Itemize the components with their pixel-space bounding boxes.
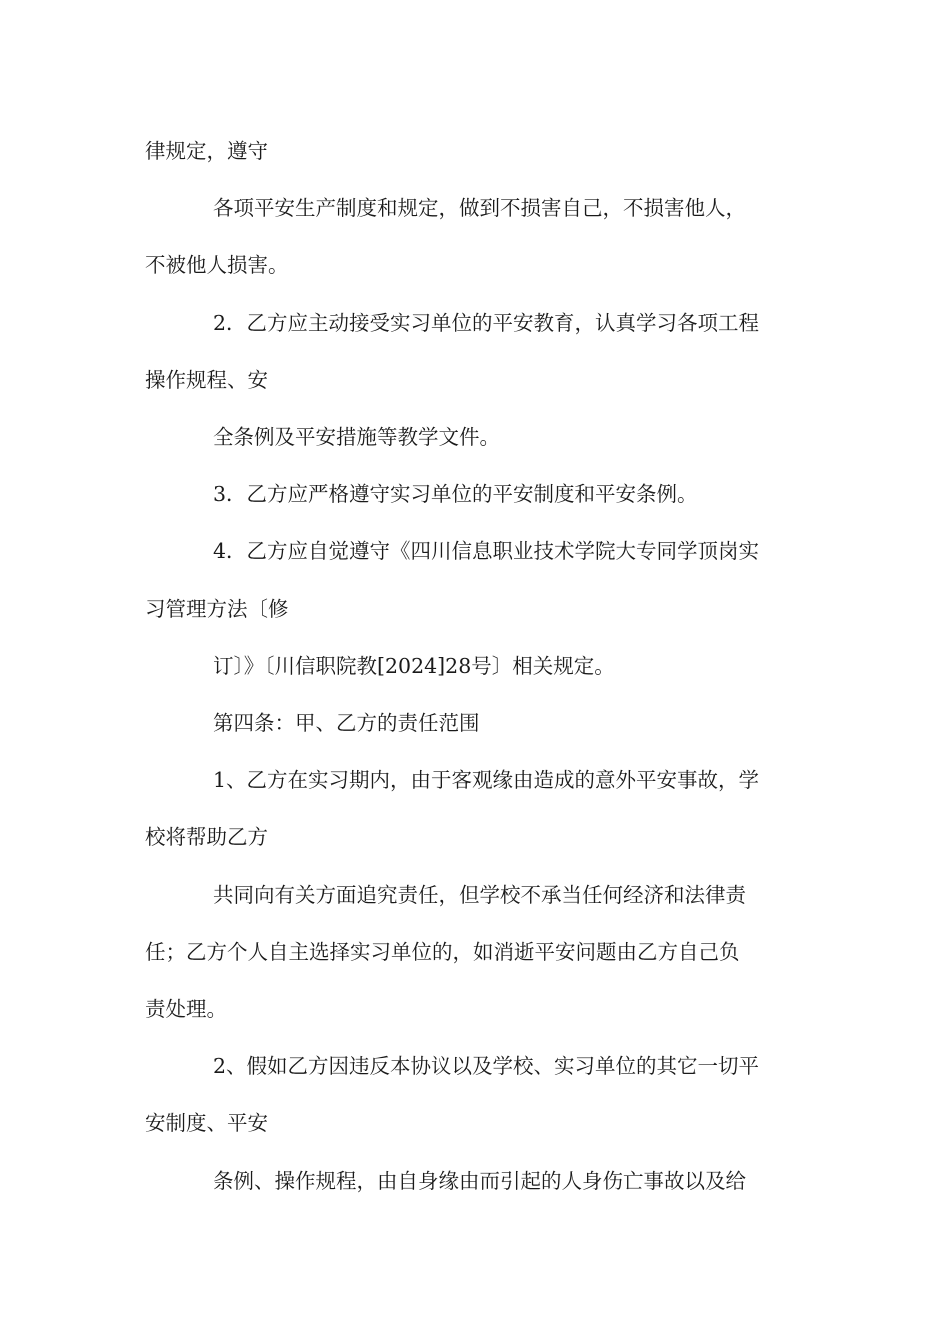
text-line: 安制度、平安 xyxy=(145,1111,268,1135)
text-line: 2、假如乙方因违反本协议以及学校、实习单位的其它一切平 xyxy=(213,1054,760,1078)
text-line: 各项平安生产制度和规定，做到不损害自己，不损害他人， xyxy=(213,196,746,220)
text-line: 共同向有关方面追究责任，但学校不承当任何经济和法律责 xyxy=(213,883,746,907)
text-line: 责处理。 xyxy=(145,997,227,1021)
text-line: 律规定，遵守 xyxy=(145,139,268,163)
text-line: 习管理方法〔修 xyxy=(145,597,289,621)
text-line: 4．乙方应自觉遵守《四川信息职业技术学院大专同学顶岗实 xyxy=(213,539,760,563)
text-line: 条例、操作规程，由自身缘由而引起的人身伤亡事故以及给 xyxy=(213,1169,746,1193)
text-line: 1、乙方在实习期内，由于客观缘由造成的意外平安事故，学 xyxy=(213,768,760,792)
text-line: 任；乙方个人自主选择实习单位的，如消逝平安问题由乙方自己负 xyxy=(145,940,740,964)
text-line: 操作规程、安 xyxy=(145,368,268,392)
text-line: 全条例及平安措施等教学文件。 xyxy=(213,425,500,449)
text-line: 3．乙方应严格遵守实习单位的平安制度和平安条例。 xyxy=(213,482,698,506)
section-heading: 第四条：甲、乙方的责任范围 xyxy=(213,711,480,735)
text-line: 校将帮助乙方 xyxy=(145,825,268,849)
text-line: 订〕》〔川信职院教[2024]28号〕相关规定。 xyxy=(213,654,615,678)
text-line: 不被他人损害。 xyxy=(145,253,289,277)
text-line: 2．乙方应主动接受实习单位的平安教育，认真学习各项工程 xyxy=(213,311,760,335)
